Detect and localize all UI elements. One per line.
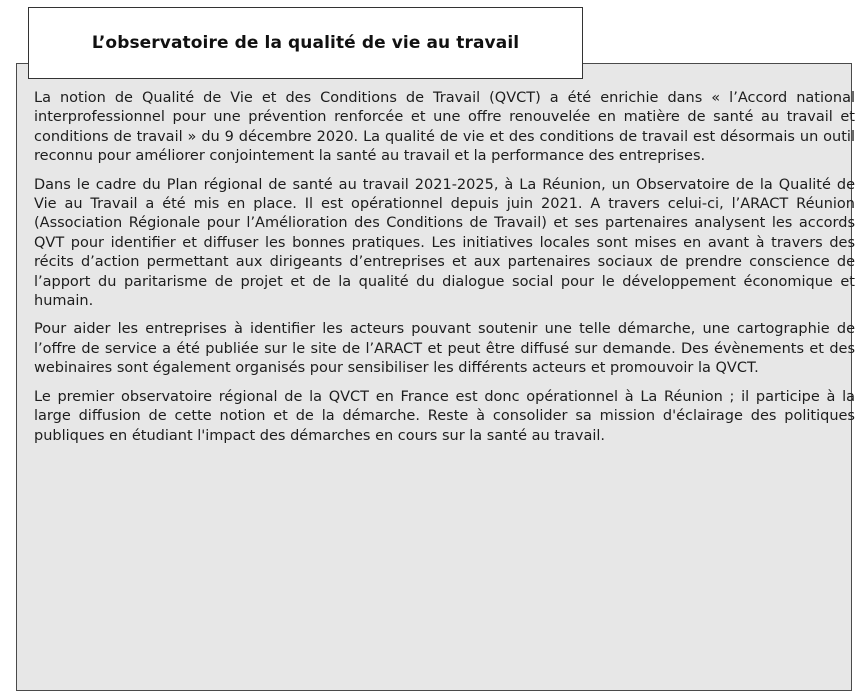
page-title: L’observatoire de la qualité de vie au travail — [91, 33, 520, 53]
body-text — [34, 89, 855, 455]
paragraph-3: Pour aider les entreprises à identifier les acteurs pouvant soutenir une telle démarche, une cartographie de l’offre de service a été publiée sur le site de l’ARACT et peut être diffusé sur demande. Des évènements et des webinaires sont également organisés pour sensibiliser les différents acteurs et promouvoir la QVCT. — [34, 321, 855, 377]
title-box — [28, 7, 583, 79]
paragraph-2: Dans le cadre du Plan régional de santé au travail 2021-2025, à La Réunion, un Observatoire de la Qualité de Vie au Travail a été mis en place. Il est opérationnel depuis juin 2021. A travers celui-ci, l’ARACT Réunion (Association Régionale pour l’Amélioration des Conditions de Travail) et ses partenaires analysent les accords QVT pour identifier et diffuser les bonnes pratiques. Les initiatives locales sont mises en avant à travers des récits d’action permettant aux dirigeants d’entreprises et aux partenaires sociaux de prendre conscience de l’apport du paritarisme de projet et de la qualité du dialogue social pour le développement économique et humain. — [34, 176, 855, 310]
paragraph-1: La notion de Qualité de Vie et des Conditions de Travail (QVCT) a été enrichie dans « l’Accord national interprofessionnel pour une prévention renforcée et une offre renouvelée en matière de santé au travail et conditions de travail » du 9 décembre 2020. La qualité de vie et des conditions de travail est désormais un outil reconnu pour améliorer conjointement la santé au travail et la performance des entreprises. — [34, 90, 855, 165]
paragraph-4: Le premier observatoire régional de la QVCT en France est donc opérationnel à La Réunion ; il participe à la large diffusion de cette notion et de la démarche. Reste à consolider sa mission d'éclairage des politiques publiques en étudiant l'impact des démarches en cours sur la santé au travail. — [34, 388, 855, 444]
